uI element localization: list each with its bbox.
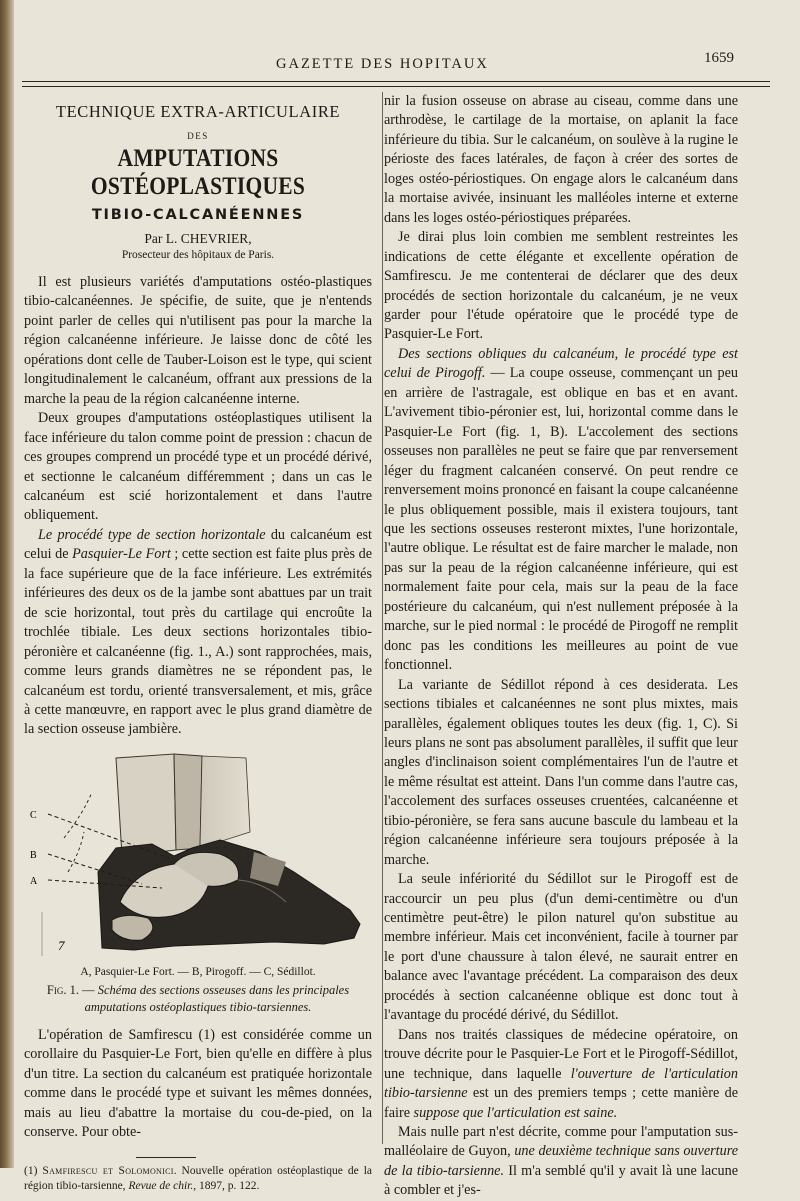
italic-procede-type: Le procédé type de section horizontale xyxy=(38,526,266,543)
italic-pirogoff: Des sections obliques du calcanéum, le procédé type est celui de Pirogoff. xyxy=(384,345,738,382)
journal-title: GAZETTE DES HOPITAUX xyxy=(276,56,489,72)
footnote-1: (1) Samfirescu et Solomonici. Nouvelle opération ostéoplastique de la région tibio-tarsienne, Revue de chir., 1897, p. 122. xyxy=(24,1164,372,1193)
article-title-main: AMPUTATIONS OSTÉOPLASTIQUES xyxy=(90,145,306,200)
article-title-des: DES xyxy=(187,131,209,141)
right-column xyxy=(384,92,738,1201)
paragraph-oblique-sections: Des sections obliques du calcanéum, le procédé type est celui de Pirogoff. — La coupe osseuse, commençant un peu en arrière de l'astragale, est oblique en bas et en avant. L'avivement tibio-péronier est, lui, horizontal comme dans le Pasquier-Le Fort (fig. 1, B). L'accolement des sections osseuses non parallèles ne peut se faire que par renversement léger du fragment calcanéen conservé. On peut rendre ce renversement moins prononcé en faisant la coupe calcanéenne le plus obliquement possible, mais il existera toujours, tant que les sections osseuses resteront mixtes, l'une horizontale, l'autre oblique. Le résultat est de faire marcher le malade, non pas sur la peau de la région calcanéenne inférieure, qui est normalement faite pour cela, mais sur la peau de la face postérieure du calcanéum, qui n'est nullement préposée à la marche, sur le pied normal : le procédé de Pirogoff ne remplit donc pas les conditions les meilleures au point de vue fonctionnel. xyxy=(384,345,738,674)
italic-pasquier: Pasquier-Le Fort xyxy=(72,546,171,563)
foot-section-figure xyxy=(24,752,372,962)
paragraph-sedillot: La variante de Sédillot répond à ces desiderata. Les sections tibiales et calcanéennes ne sont plus mixtes, mais parallèles, également obliques toutes les deux (fig. 1, C). Si leurs plans ne sont pas absolument parallèles, il suffit que leur angles d'inclinaison soient complémentaires l'un de l'autre et le même résultat est atteint. Dans l'un comme dans l'autre cas, l'accolement des surfaces osseuses cruentées, calcanéenne et tibio-péronière, se fera sans aucune bascule du lambeau et la région calcanéenne inférieure sera toujours préposée à la marche. xyxy=(384,676,738,868)
engraver-mark: 7 xyxy=(58,937,65,953)
footnote-journal: Revue de chir. xyxy=(128,1180,194,1193)
paragraph-samfirescu: L'opération de Samfirescu (1) est considérée comme un corollaire du Pasquier-Le Fort, bien qu'elle en diffère à plus d'un titre. La section du calcanéum est pratiquée horizontale comme dans le procédé type et suivant les mêmes données, mais au lieu d'abattre la mortaise du cou-de-pied, on la conserve. Pour obte- xyxy=(24,1026,372,1141)
running-header xyxy=(0,50,800,80)
paragraph-indications: Je dirai plus loin combien me semblent restreintes les indications de cette élégante et excellente opération de Samfirescu. Je me contenterai de déclarer que des deux procédés de section horizontale du calcanéum, je ne veux garder pour l'étude opératoire que le procédé type de Pasquier-Le Fort. xyxy=(384,229,738,343)
italic-saine: suppose que l'articulation est saine. xyxy=(413,1104,618,1121)
paragraph-second-technique: Mais nulle part n'est décrite, comme pour l'amputation sus-malléolaire de Guyon, une deuxième technique sans ouverture de la tibio-tarsienne. Il m'a semblé qu'il y avait là une lacune à combler et j'es- xyxy=(384,1124,739,1199)
article-author-role: Prosecteur des hôpitaux de Paris. xyxy=(121,249,275,261)
header-rule-thin xyxy=(22,86,770,87)
footnote-rule xyxy=(136,1157,196,1158)
italic-ouverture: l'ouverture de l'articulation tibio-tarsienne xyxy=(384,1065,738,1102)
figure-letter-b: B xyxy=(30,849,37,861)
article-title-line1: TECHNIQUE EXTRA-ARTICULAIRE xyxy=(55,102,341,121)
italic-deuxieme-technique: une deuxième technique sans ouverture de la tibio-tarsienne. xyxy=(384,1143,738,1179)
binding-shadow xyxy=(0,0,14,1168)
paragraph-groups: Deux groupes d'amputations ostéoplastiques utilisent la face inférieure du talon comme point de pression : chacun de ces groupes comprend un procédé type et un procédé dérivé, et sectionne le calcanéum différemment ; dans un cas le calcanéum est scié horizontalement et dans l'autre obliquement. xyxy=(24,410,372,524)
column-divider xyxy=(382,92,383,1144)
paragraph-fusion: nir la fusion osseuse on abrase au ciseau, comme dans une arthrodèse, le cartilage de la mortaise, on aplanit la face inférieure du tibia. Sur le calcanéum, on soulève à la rugine le périoste des faces latérales, de façon à créer des sortes de loges ostéo-périostiques. On engage alors le calcanéum dans la mortaise avivée, insinuant les malléoles interne et externe dans les loges ostéo-périostiques préparées. xyxy=(384,93,738,226)
left-column xyxy=(24,92,372,1195)
article-title-sub: TIBIO-CALCANÉENNES xyxy=(91,207,305,223)
figure-legend: A, Pasquier-Le Fort. — B, Pirogoff. — C, Sédillot. xyxy=(80,965,316,978)
header-rule-thick xyxy=(22,81,770,82)
footnote-authors: Samfirescu et Solomonici xyxy=(42,1164,174,1177)
figure-caption xyxy=(24,982,372,1016)
figure-letter-c: C xyxy=(30,809,37,821)
article-author: Par L. CHEVRIER, xyxy=(144,231,252,246)
paragraph-horizontal-section: Le procédé type de section horizontale du calcanéum est celui de Pasquier-Le Fort ; cette section est faite plus près de la face supérieure que de la face inférieure. Les extrémités inférieures des deux os de la jambe sont abattues par un trait de scie horizontal, tout près du cartilage qui encroûte la trochlée tibiale. Les deux sections horizontales tibio-péronière et calcanéenne (fig. 1., A.) sont rapprochées, mais, comme leurs grands diamètres ne se répondent pas, le calcanéum est tordu, orienté transversalement, et mis, grâce à cette manœuvre, en rapport avec le plus grand diamètre de la section osseuse jambière. xyxy=(24,526,372,738)
page-number: 1659 xyxy=(704,50,734,66)
figure-caption-label: Fig. 1. — xyxy=(46,982,95,997)
foot-section-illustration xyxy=(24,752,372,962)
paragraph-intro: Il est plusieurs variétés d'amputations ostéo-plastiques tibio-calcanéennes. Je spécifie, de suite, que je n'entends point parler de celles qui n'utilisent pas pour la marche la région calcanéenne inférieure. Je laisse donc de côté les opérations dont celle de Tauber-Loison est le type, qui scient longitudinalement le calcanéum, offrant aux pressions de la marche la peau de la région calcanéenne interne. xyxy=(24,274,372,407)
figure-caption-text: Schéma des sections osseuses dans les principales amputations ostéoplastiques tibio-tarsiennes. xyxy=(84,982,350,1014)
paragraph-classic-treatises: Dans nos traités classiques de médecine opératoire, on trouve décrite pour le Pasquier-Le Fort et le Pirogoff-Sédillot, une technique, dans laquelle l'ouverture de l'articulation tibio-tarsienne est un des premiers temps ; cette manière de faire suppose que l'articulation est saine. xyxy=(384,1026,738,1121)
paragraph-inferiority: La seule infériorité du Sédillot sur le Pirogoff est de raccourcir un peu plus (d'un demi-centimètre ou d'un centimètre peut-être) le pilon naturel qu'on substitue au membre inférieur. Mais cet inconvénient, facile à tourner par le port d'une chaussure à talon élevé, ne saurait entrer en balance avec l'avantage précédent. La comparaison des deux procédés à section calcanéenne oblique est donc tout à l'avantage du procédé dérivé, du Sédillot. xyxy=(384,871,738,1024)
figure-letter-a: A xyxy=(30,875,38,887)
